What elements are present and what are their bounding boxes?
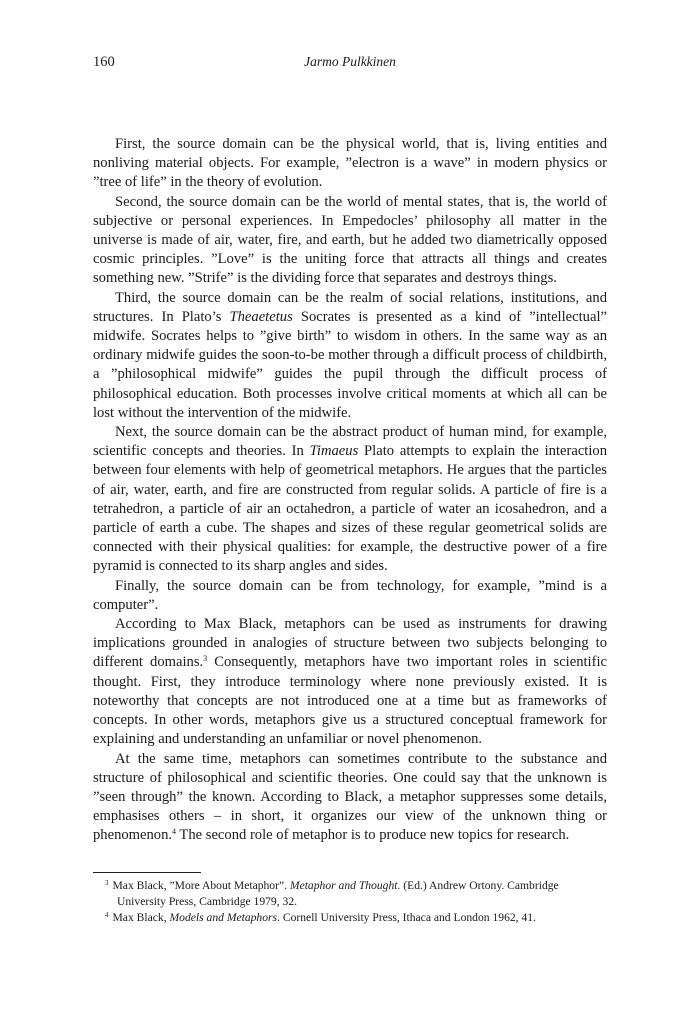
title-metaphor-and-thought: Metaphor and Thought. (289, 879, 401, 892)
footnote-number: 4 (105, 911, 109, 919)
paragraph-abstract-product: Next, the source domain can be the abstract product of human mind, for example, scientific concepts and theories. In Timaeus Plato attempts to explain the interaction between four elements with help of geometrical metaphors. He argues that the particles of air, water, earth, and fire are constructed from regular solids. A particle of fire is a tetrahedron, a particle of air an octahedron, a particle of water an icosahedron, and a particle of earth a cube. The shapes and sizes of these regular geometrical solids are connected with their physical qualities: for example, the destructive power of a fire pyramid is connected to its sharp angles and sides. (93, 424, 608, 575)
paragraph-physical-world: First, the source domain can be the physical world, that is, living entities and nonliving material objects. For example, ”electron is a wave” in modern physics or ”tree of life” in the theory of evolution. (93, 136, 607, 191)
paragraph-substance-structure: At the same time, metaphors can sometimes contribute to the substance and structure of philosophical and scientific theories. One could say that the unknown is ”seen through” the known. According to Black, a metaphor suppresses some details, emphasises others – in short, it organizes our view of the unknown thing or phenomenon.$^4$ The second role of metaphor is to produce new topics for research. (93, 750, 607, 844)
paragraph-social-relations: Third, the source domain can be the realm of social relations, institutions, and structures. In Plato’s Theaetetus Socrates is presented as a kind of ”intellectual” midwife. Socrates helps to ”give birth” to wisdom in others. In the same way as an ordinary midwife guides the soon-to-be mother through a difficult process of childbirth, a ”philosophical midwife” guides the pupil through the difficult process of philosophical education. Both processes involve critical moments at which all can be lost without the intervention of the midwife. (93, 289, 607, 421)
body-text (93, 135, 607, 846)
paragraph-technology: Finally, the source domain can be from technology, for example, ”mind is a computer”. (93, 577, 607, 613)
running-head-author: Jarmo Pulkkinen (304, 54, 396, 69)
footnote-divider (93, 872, 201, 873)
running-head (93, 54, 607, 74)
footnote-ref-3[interactable]: 3 (203, 654, 208, 664)
footnote-3: $^3$ Max Black, ”More About Metaphor”. Metaphor and Thought. (Ed.) Andrew Ortony. Cambridge University Press, Cambridge 1979, 32. (105, 879, 559, 908)
title-theaetetus: Theaetetus (229, 308, 293, 325)
footnote-ref-4[interactable]: 4 (172, 827, 177, 837)
title-timaeus: Timaeus (309, 443, 359, 460)
footnotes (93, 878, 607, 926)
title-models-and-metaphors: Models and Metaphors (169, 911, 278, 924)
footnote-number: 3 (105, 879, 109, 887)
page-number: 160 (93, 54, 115, 70)
paragraph-mental-states: Second, the source domain can be the world of mental states, that is, the world of subjective or personal experiences. In Empedocles’ philosophy all matter in the universe is made of air, water, fire, and earth, but he added two diametrically opposed cosmic principles. ”Love” is the uniting force that attracts all things and creates something new. ”Strife” is the dividing force that separates and destroys things. (93, 193, 607, 287)
footnote-4: $^4$ Max Black, Models and Metaphors. Cornell University Press, Ithaca and London 1962, 41. (105, 911, 536, 924)
paragraph-max-black: According to Max Black, metaphors can be used as instruments for drawing implications grounded in analogies of structure between two subjects belonging to different domains.$^3$ Consequently, metaphors have two important roles in scientific thought. First, they introduce terminology where none previously existed. It is noteworthy that concepts are not introduced one at a time but as frameworks of concepts. In other words, metaphors give us a structured conceptual framework for explaining and understanding an unfamiliar or novel phenomenon. (93, 616, 607, 748)
